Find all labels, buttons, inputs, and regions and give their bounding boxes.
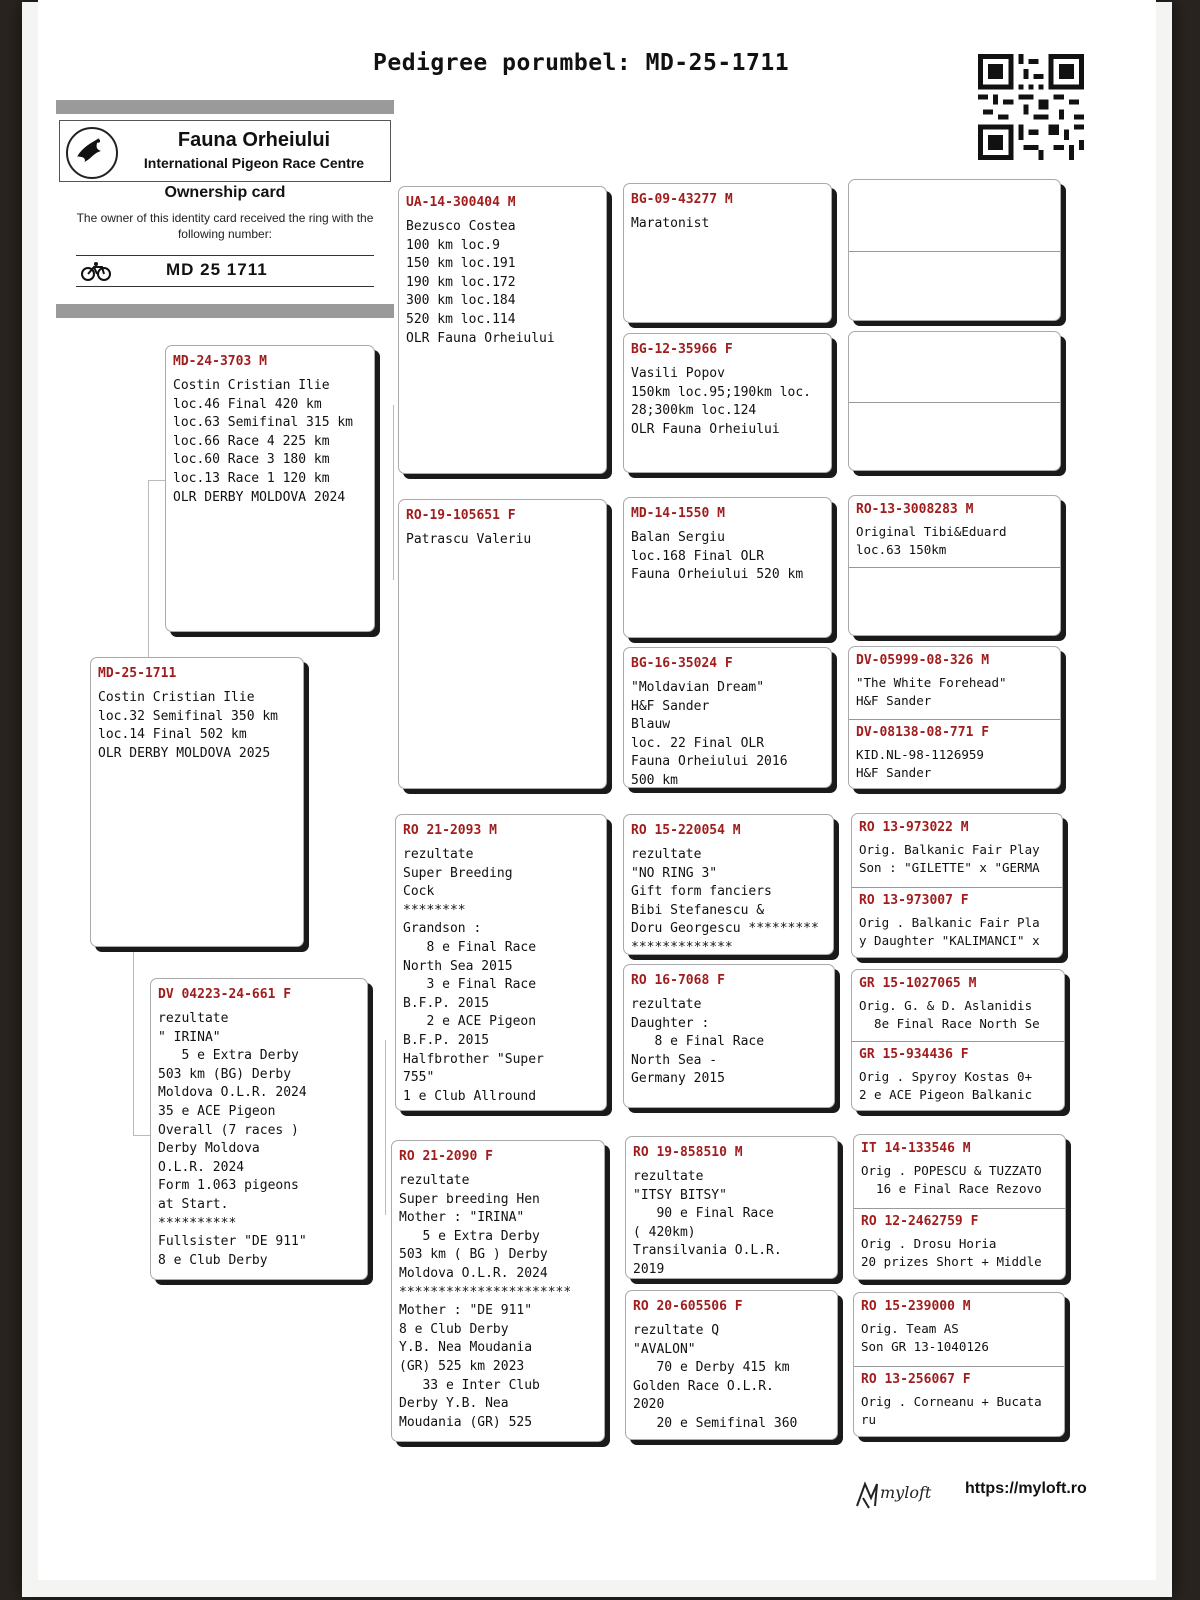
card-line: loc.14 Final 502 km [98,727,247,743]
dam-half [849,402,1060,471]
card-line: "AVALON" [633,1341,696,1357]
great-grandparent-card [623,964,835,1108]
sire-half [849,180,1060,251]
card-line: B.F.P. 2015 [403,1032,490,1048]
card-line: Orig . Corneanu + Bucata [861,1393,1042,1409]
pigeon-logo-icon [66,127,118,179]
card-line: rezultate [158,1011,229,1026]
card-line: Bibi Stefanescu & [631,902,765,918]
card-line: 2019 [633,1261,665,1277]
ring-number: RO 12-2462759 F [861,1214,979,1229]
card-divider [849,251,1060,252]
ring-number: RO 13-973022 M [859,820,969,835]
card-line: 8 e Club Derby [158,1252,268,1268]
ownership-text: The owner of this identity card received the ring with the following number: [76,211,374,241]
card-line: 16 e Final Race Rezovo [861,1181,1042,1196]
ring-number: DV 04223-24-661 F [158,987,292,1002]
card-line: ru [861,1411,877,1427]
card-line: 5 e Extra Derby [158,1048,299,1064]
connector-line [385,1040,386,1215]
card-line: loc.63 Semifinal 315 km [173,415,354,431]
ring-number: DV-05999-08-326 M [856,653,990,668]
card-line: Son GR 13-1040126 [861,1339,989,1354]
g4-pair-card [851,969,1065,1111]
footer-logo-text: myloft [880,1483,932,1502]
dam-card [150,978,368,1280]
ownership-card-title: Ownership card [164,184,286,201]
card-line: 300 km loc.184 [406,293,516,309]
card-line: H&F Sander [631,698,710,714]
card-line: Y.B. Nea Moudania [399,1340,533,1356]
dam-half [854,1366,1064,1438]
card-line: 20 e Semifinal 360 [633,1415,798,1431]
card-line: "The White Forehead" [856,675,1007,690]
g4-pair-card [848,646,1061,789]
card-line: loc.60 Race 3 180 km [173,452,330,468]
ring-number: GR 15-1027065 M [859,976,977,991]
ring-number: RO 15-239000 M [861,1299,971,1314]
card-line: KID.NL-98-1126959 [856,746,984,762]
ring-number: BG-12-35966 F [631,342,733,357]
cyclist-icon [80,261,112,281]
card-line: Halfbrother "Super [403,1051,544,1067]
grandparent-card [398,499,607,789]
card-line: 20 prizes Short + Middle [861,1254,1042,1269]
card-line: 503 km ( BG ) Derby [399,1247,548,1263]
ownership-header [59,120,391,182]
sire-half [849,647,1060,719]
card-line: rezultate [399,1173,470,1188]
card-line: ************* [631,939,733,955]
card-line: 150km loc.95;190km loc. [631,384,812,400]
card-line: 2020 [633,1397,665,1413]
dam-half [852,887,1062,959]
sire-card [165,345,375,632]
card-line: Blauw [631,717,671,733]
card-line: "Moldavian Dream" [631,680,765,695]
ring-number: RO 13-256067 F [861,1371,971,1387]
card-line: 503 km (BG) Derby [158,1066,292,1082]
grandparent-card [391,1140,605,1442]
card-line: Costin Cristian Ilie [173,378,330,393]
card-line: Grandson : [403,921,482,937]
card-line: 150 km loc.191 [406,256,516,272]
ring-number: MD-24-3703 M [173,354,267,369]
card-divider [852,1041,1064,1042]
card-divider [854,1366,1064,1367]
card-line: H&F Sander [856,764,932,780]
card-line: O.L.R. 2024 [158,1159,245,1175]
card-line: loc.66 Race 4 225 km [173,433,330,449]
ring-number: RO 20-605506 F [633,1299,743,1314]
card-line: Vasili Popov [631,366,725,381]
sire-half [854,1135,1065,1208]
ring-number: MD-25-1711 [98,666,177,681]
great-grandparent-card [625,1136,838,1279]
card-line: ( 420km) [633,1224,696,1240]
g4-pair-card [853,1134,1066,1280]
card-line: loc.13 Race 1 120 km [173,470,330,486]
card-line: Maratonist [631,216,710,231]
card-line: 33 e Inter Club [399,1377,540,1393]
card-line: 2 e ACE Pigeon [403,1014,537,1030]
card-line: OLR Fauna Orheiului [406,330,555,346]
card-line: 1 e Club Allround [403,1088,537,1104]
card-line: B.F.P. 2015 [403,995,490,1011]
card-line: North Sea 2015 [403,958,513,974]
card-line: Super Breeding [403,865,513,881]
card-line: OLR DERBY MOLDOVA 2025 [98,745,271,761]
footer-url[interactable]: https://myloft.ro [965,1480,1087,1497]
card-line: Moldova O.L.R. 2024 [158,1085,307,1101]
card-line: 8e Final Race North Se [859,1016,1040,1031]
card-divider [849,402,1060,403]
card-line: loc. 22 Final OLR [631,735,765,751]
card-line: Moldova O.L.R. 2024 [399,1265,548,1281]
connector-line [133,1135,151,1136]
card-line: Golden Race O.L.R. [633,1378,774,1394]
card-line: Original Tibi&Eduard [856,524,1007,539]
great-grandparent-card [623,647,832,788]
page-title: Pedigree porumbel: MD-25-1711 [373,50,790,76]
ring-number: BG-09-43277 M [631,192,733,207]
ring-number: RO-13-3008283 M [856,502,974,517]
card-line: 755" [403,1070,435,1086]
ring-number: RO 19-858510 M [633,1145,743,1160]
ring-row [76,255,374,287]
ring-number: RO 21-2090 F [399,1149,493,1164]
card-line: Super breeding Hen [399,1191,540,1207]
ring-number: BG-16-35024 F [631,656,733,671]
card-line: rezultate [633,1169,704,1184]
card-line: Orig . Spyroy Kostas 0+ [859,1069,1033,1084]
dam-half [854,1208,1065,1280]
card-line: Orig. Team AS [861,1321,959,1336]
sire-half [854,1293,1064,1366]
card-line: Derby Y.B. Nea [399,1396,509,1412]
grandparent-card [395,814,607,1111]
card-line: rezultate [631,997,702,1012]
card-line: Cock [403,884,435,900]
card-line: Balan Sergiu [631,530,725,545]
card-line: Transilvania O.L.R. [633,1243,782,1259]
card-line: Patrascu Valeriu [406,532,532,547]
ring-number: DV-08138-08-771 F [856,724,990,740]
card-line: Derby Moldova [158,1141,260,1157]
dam-half [849,251,1060,321]
card-divider [854,1208,1065,1209]
card-line: Form 1.063 pigeons [158,1178,299,1194]
card-line: Overall (7 races ) [158,1122,299,1138]
card-line: rezultate [403,847,474,862]
sire-half [852,814,1062,887]
connector-line [133,950,134,1135]
qr-code-icon [978,54,1084,160]
card-line: (GR) 525 km 2023 [399,1358,525,1374]
ring-number: IT 14-133546 M [861,1141,971,1156]
card-line: Gift form fanciers [631,884,772,900]
ring-number: RO 21-2093 M [403,823,497,838]
card-line: 500 km [631,772,678,788]
card-line: rezultate [631,847,702,862]
org-name: Fauna Orheiului [177,129,331,151]
card-line: Mother : "DE 911" [399,1303,533,1319]
ring-number: GR 15-934436 F [859,1047,969,1062]
card-line: 35 e ACE Pigeon [158,1103,276,1119]
card-line: Mother : "IRINA" [399,1210,525,1226]
card-line: Orig . Balkanic Fair Pla [859,914,1040,930]
card-line: 3 e Final Race [403,977,537,993]
card-line: loc.63 150km [856,542,947,557]
g4-pair-card [848,331,1061,471]
card-line: loc.168 Final OLR [631,548,765,564]
card-line: Fullsister "DE 911" [158,1234,307,1250]
card-line: Daughter : [631,1015,710,1031]
ring-number: MD-14-1550 M [631,506,725,521]
card-line: "ITSY BITSY" [633,1187,727,1203]
subject-card [90,657,304,947]
connector-line [393,405,394,580]
card-line: " IRINA" [158,1029,221,1045]
sire-half [852,970,1064,1041]
card-line: ********************** [399,1284,572,1300]
dam-half [849,719,1060,790]
card-line: OLR DERBY MOLDOVA 2024 [173,489,346,505]
card-line: OLR Fauna Orheiului [631,421,780,437]
card-line: Moudania (GR) 525 [399,1414,533,1430]
card-line: 70 e Derby 415 km [633,1360,790,1376]
ring-number: UA-14-300404 M [406,195,516,210]
card-line: 90 e Final Race [633,1206,774,1222]
card-divider [849,719,1060,720]
ownership-card [56,100,394,318]
card-line: Son : "GILETTE" x "GERMA [859,860,1040,875]
card-line: Orig . POPESCU & TUZZATO [861,1163,1042,1178]
grandparent-card [398,186,607,474]
card-line: Costin Cristian Ilie [98,690,255,705]
g4-pair-card [848,495,1061,636]
dam-half [849,567,1060,637]
dam-half [852,1041,1064,1111]
card-line: 5 e Extra Derby [399,1228,540,1244]
card-line: y Daughter "KALIMANCI" x [859,932,1040,948]
card-line: "NO RING 3" [631,865,718,881]
ownership-ring-number: MD 25 1711 [166,260,268,279]
ring-number: RO-19-105651 F [406,508,516,523]
card-line: Germany 2015 [631,1071,725,1087]
great-grandparent-card [623,497,832,638]
ring-number: RO 16-7068 F [631,973,725,988]
card-divider [852,887,1062,888]
card-line: 100 km loc.9 [406,237,500,253]
card-line: 28;300km loc.124 [631,403,757,419]
card-line: Fauna Orheiului 520 km [631,567,804,583]
card-line: Orig. G. & D. Aslanidis [859,998,1033,1013]
card-line: loc.32 Semifinal 350 km [98,708,279,724]
card-line: 8 e Final Race [403,939,537,955]
card-line: ********** [158,1215,237,1231]
sire-half [849,332,1060,402]
card-line: ******** [403,902,466,918]
card-line: at Start. [158,1196,229,1212]
card-line: rezultate Q [633,1323,720,1338]
card-line: Doru Georgescu ********* [631,921,819,937]
g4-pair-card [848,179,1061,321]
card-line: North Sea - [631,1052,718,1068]
card-line: Orig. Balkanic Fair Play [859,842,1040,857]
great-grandparent-card [623,814,834,955]
card-bottom-band [56,304,394,318]
ring-number: RO 13-973007 F [859,892,969,908]
great-grandparent-card [623,183,832,323]
great-grandparent-card [623,333,832,473]
great-grandparent-card [625,1290,838,1440]
card-line: 2 e ACE Pigeon Balkanic [859,1087,1033,1102]
card-line: 520 km loc.114 [406,311,516,327]
card-line: Fauna Orheiului 2016 [631,754,788,770]
card-line: 190 km loc.172 [406,274,516,290]
card-line: Bezusco Costea [406,219,516,234]
card-line: 8 e Club Derby [399,1321,509,1337]
sire-half [849,496,1060,567]
org-subtitle: International Pigeon Race Centre [143,155,365,171]
g4-pair-card [853,1292,1065,1437]
card-divider [849,567,1060,568]
card-line: Orig . Drosu Horia [861,1236,997,1251]
card-line: H&F Sander [856,693,932,708]
card-line: 8 e Final Race [631,1034,765,1050]
g4-pair-card [851,813,1063,958]
card-line: loc.46 Final 420 km [173,396,322,412]
connector-line [148,480,149,660]
card-top-band [56,100,394,114]
ring-number: RO 15-220054 M [631,823,741,838]
